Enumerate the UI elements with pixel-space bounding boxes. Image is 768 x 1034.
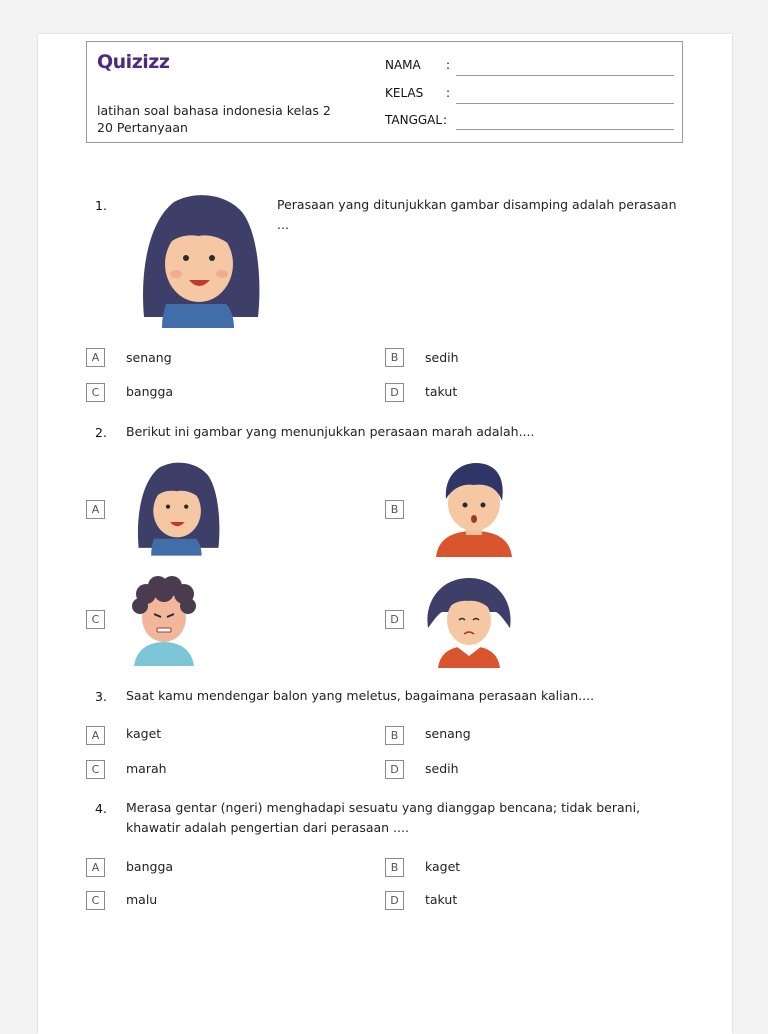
q3-option-b-box[interactable]: B bbox=[385, 726, 404, 745]
question-2-text: Berikut ini gambar yang menunjukkan perasaan marah adalah.... bbox=[126, 424, 535, 439]
name-field[interactable] bbox=[456, 75, 674, 76]
q1-option-a-box[interactable]: A bbox=[86, 348, 105, 367]
class-field[interactable] bbox=[456, 103, 674, 104]
question-count: 20 Pertanyaan bbox=[97, 120, 188, 135]
q2-option-c-box[interactable]: C bbox=[86, 610, 105, 629]
class-label: KELAS bbox=[385, 86, 424, 100]
q1-option-d-text: takut bbox=[425, 384, 458, 399]
question-1-text: Perasaan yang ditunjukkan gambar disamping adalah perasaan ... bbox=[277, 197, 677, 232]
q3-option-a-box[interactable]: A bbox=[86, 726, 105, 745]
q1-option-c-box[interactable]: C bbox=[86, 383, 105, 402]
question-3-number: 3. bbox=[95, 689, 107, 704]
question-1-number: 1. bbox=[95, 198, 107, 213]
angry-curly-hair-child-illustration-icon bbox=[126, 570, 202, 666]
q3-option-d-text: sedih bbox=[425, 761, 459, 776]
date-label: TANGGAL bbox=[385, 113, 443, 127]
question-4-number: 4. bbox=[95, 801, 107, 816]
q2-option-b-box[interactable]: B bbox=[385, 500, 404, 519]
happy-girl-illustration-icon bbox=[126, 192, 266, 328]
sad-girl-illustration-icon bbox=[424, 570, 514, 668]
q4-option-c-box[interactable]: C bbox=[86, 891, 105, 910]
surprised-boy-illustration-icon bbox=[426, 459, 522, 557]
q4-option-a-text: bangga bbox=[126, 859, 174, 874]
q4-option-b-box[interactable]: B bbox=[385, 858, 404, 877]
quiz-title: latihan soal bahasa indonesia kelas 2 bbox=[97, 103, 331, 118]
q1-option-b-text: sedih bbox=[425, 350, 459, 365]
worksheet-header bbox=[86, 41, 683, 143]
question-2-number: 2. bbox=[95, 425, 107, 440]
q4-option-d-box[interactable]: D bbox=[385, 891, 404, 910]
q2-option-d-box[interactable]: D bbox=[385, 610, 404, 629]
name-label: NAMA bbox=[385, 58, 421, 72]
question-4-text-line-1: Merasa gentar (ngeri) menghadapi sesuatu yang dianggap bencana; tidak berani, bbox=[126, 800, 641, 815]
class-colon: : bbox=[446, 86, 451, 100]
date-colon: : bbox=[443, 113, 448, 127]
name-colon: : bbox=[446, 58, 451, 72]
date-field[interactable] bbox=[456, 129, 674, 130]
q4-option-c-text: malu bbox=[126, 892, 158, 907]
quizizz-logo: Quizizz bbox=[97, 51, 170, 73]
q3-option-c-box[interactable]: C bbox=[86, 760, 105, 779]
q1-option-b-box[interactable]: B bbox=[385, 348, 404, 367]
q3-option-d-box[interactable]: D bbox=[385, 760, 404, 779]
q3-option-c-text: marah bbox=[126, 761, 167, 776]
worksheet-page bbox=[38, 34, 732, 1034]
q1-option-c-text: bangga bbox=[126, 384, 174, 399]
question-4-text-line-2: khawatir adalah pengertian dari perasaan .... bbox=[126, 820, 409, 835]
happy-girl-illustration-icon bbox=[126, 459, 224, 557]
q1-option-a-text: senang bbox=[126, 350, 172, 365]
q4-option-d-text: takut bbox=[425, 892, 458, 907]
q3-option-b-text: senang bbox=[425, 726, 471, 741]
q1-option-d-box[interactable]: D bbox=[385, 383, 404, 402]
q3-option-a-text: kaget bbox=[126, 726, 162, 741]
q4-option-b-text: kaget bbox=[425, 859, 461, 874]
q4-option-a-box[interactable]: A bbox=[86, 858, 105, 877]
question-3-text: Saat kamu mendengar balon yang meletus, bagaimana perasaan kalian.... bbox=[126, 688, 595, 703]
q2-option-a-box[interactable]: A bbox=[86, 500, 105, 519]
